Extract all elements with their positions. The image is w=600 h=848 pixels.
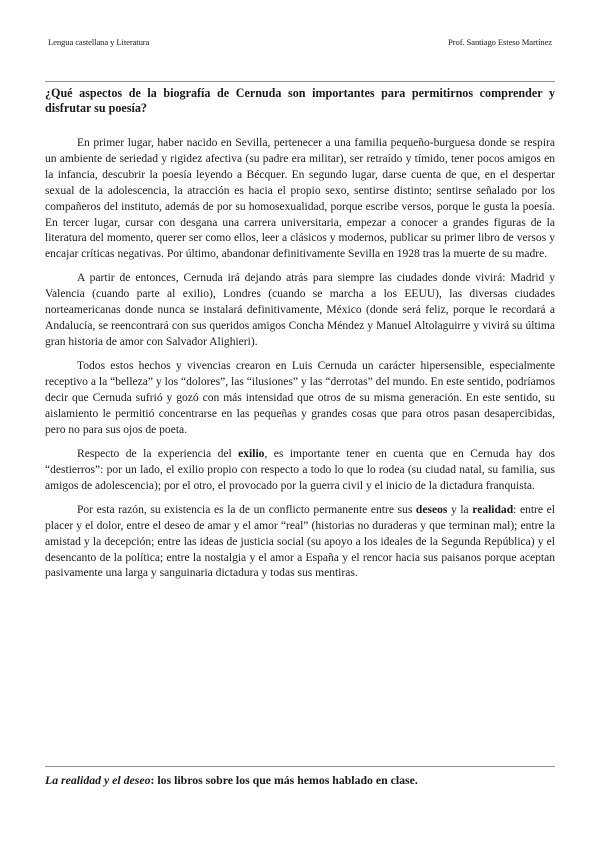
paragraph-5-rest: : entre el placer y el dolor, entre el deseo de amar y el amor “real” (historias no duraderas y que terminan mal); entre la amistad y la decepción; entre las ideas de justicia social (su apoyo a los ideales de la Segunda República) y el desencanto de la política; entre la nostalgia y el amor a España y el rencor hacia sus paisanos porque aceptan pasivamente una larga y sanguinaria dictadura y todas sus mentiras. (45, 503, 555, 580)
paragraph-5-middle: y la (447, 503, 473, 516)
book-title: La realidad y el deseo (45, 773, 151, 787)
bottom-divider (45, 766, 555, 767)
paragraph-5 (45, 503, 555, 583)
paragraph-3: Todos estos hechos y vivencias crearon en Luis Cernuda un carácter hipersensible, especialmente receptivo a la “belleza” y los “dolores”, las “ilusiones” y las “derrotas” del mundo. En este sentido, podríamos decir que Cernuda sufrió y gozó con más intensidad que otros de su misma generación. En este sentido, su aislamiento le permitió concentrarse en las pequeñas y grandes cosas que para otros pasan desapercibidas, pero no para sus ojos de poeta. (45, 360, 555, 436)
top-divider (45, 81, 555, 82)
paragraph-4 (45, 447, 555, 495)
footer-text: : los libros sobre los que más hemos hablado en clase. (150, 773, 418, 787)
paragraph-4-rest: , es importante tener en cuenta que en Cernuda hay dos “destierros”: por un lado, el exilio propio con respecto a todo lo que lo rodea (su ciudad natal, su familia, sus amigos de adolescencia); por el otro, el provocado por la guerra civil y el inicio de la dictadura franquista. (45, 447, 555, 492)
footer-note (45, 773, 555, 787)
keyword-realidad: realidad (472, 503, 514, 516)
page-header (48, 37, 552, 47)
paragraph-2: A partir de entonces, Cernuda irá dejando atrás para siempre las ciudades donde vivirá: Madrid y Valencia (cuando parte al exilio), Londres (cuando se marcha a los EEUU), las diversas ciudades norteamericanas donde nunca se instalará definitivamente, México (donde será feliz, porque le recordará a Andalucía, se reencontrará con sus queridos amigos Concha Méndez y Manuel Altolaguirre y vivirá su última gran historia de amor con Salvador Alighieri). (45, 272, 555, 349)
paragraph-1: En primer lugar, haber nacido en Sevilla, pertenecer a una familia pequeño-burguesa donde se respira un ambiente de seriedad y rigidez afectiva (su padre era militar), ser retraído y tímido, tener pocos amigos en la infancia, descubrir la poesía leyendo a Bécquer. En segundo lugar, darse cuenta de que, en el despertar sexual de la adolescencia, la atracción es hacia el propio sexo, sentirse distinto; sentirse señalado por los compañeros del instituto, además de por su homosexualidad, porque escribe versos, porque le gusta la poesía. En tercer lugar, cursar con desgana una carrera universitaria, empezar a conocer a grandes figuras de la literatura del momento, querer ser como ellos, leer a clásicos y modernos, publicar su primer libro de versos y encajar críticas negativas. Por último, abandonar definitivamente Sevilla en 1928 tras la muerte de su madre. (45, 137, 555, 261)
header-author: Prof. Santiago Esteso Martínez (448, 37, 552, 47)
document-body (45, 136, 555, 591)
question-heading: ¿Qué aspectos de la biografía de Cernuda son importantes para permitirnos comprender y disfrutar su poesía? (45, 86, 555, 115)
paragraph-5-lead: Por esta razón, su existencia es la de un conflicto permanente entre sus (77, 503, 416, 516)
keyword-deseos: deseos (415, 503, 448, 516)
header-subject: Lengua castellana y Literatura (48, 37, 150, 47)
keyword-exilio: exilio (238, 447, 265, 460)
paragraph-4-lead: Respecto de la experiencia del (77, 447, 239, 460)
